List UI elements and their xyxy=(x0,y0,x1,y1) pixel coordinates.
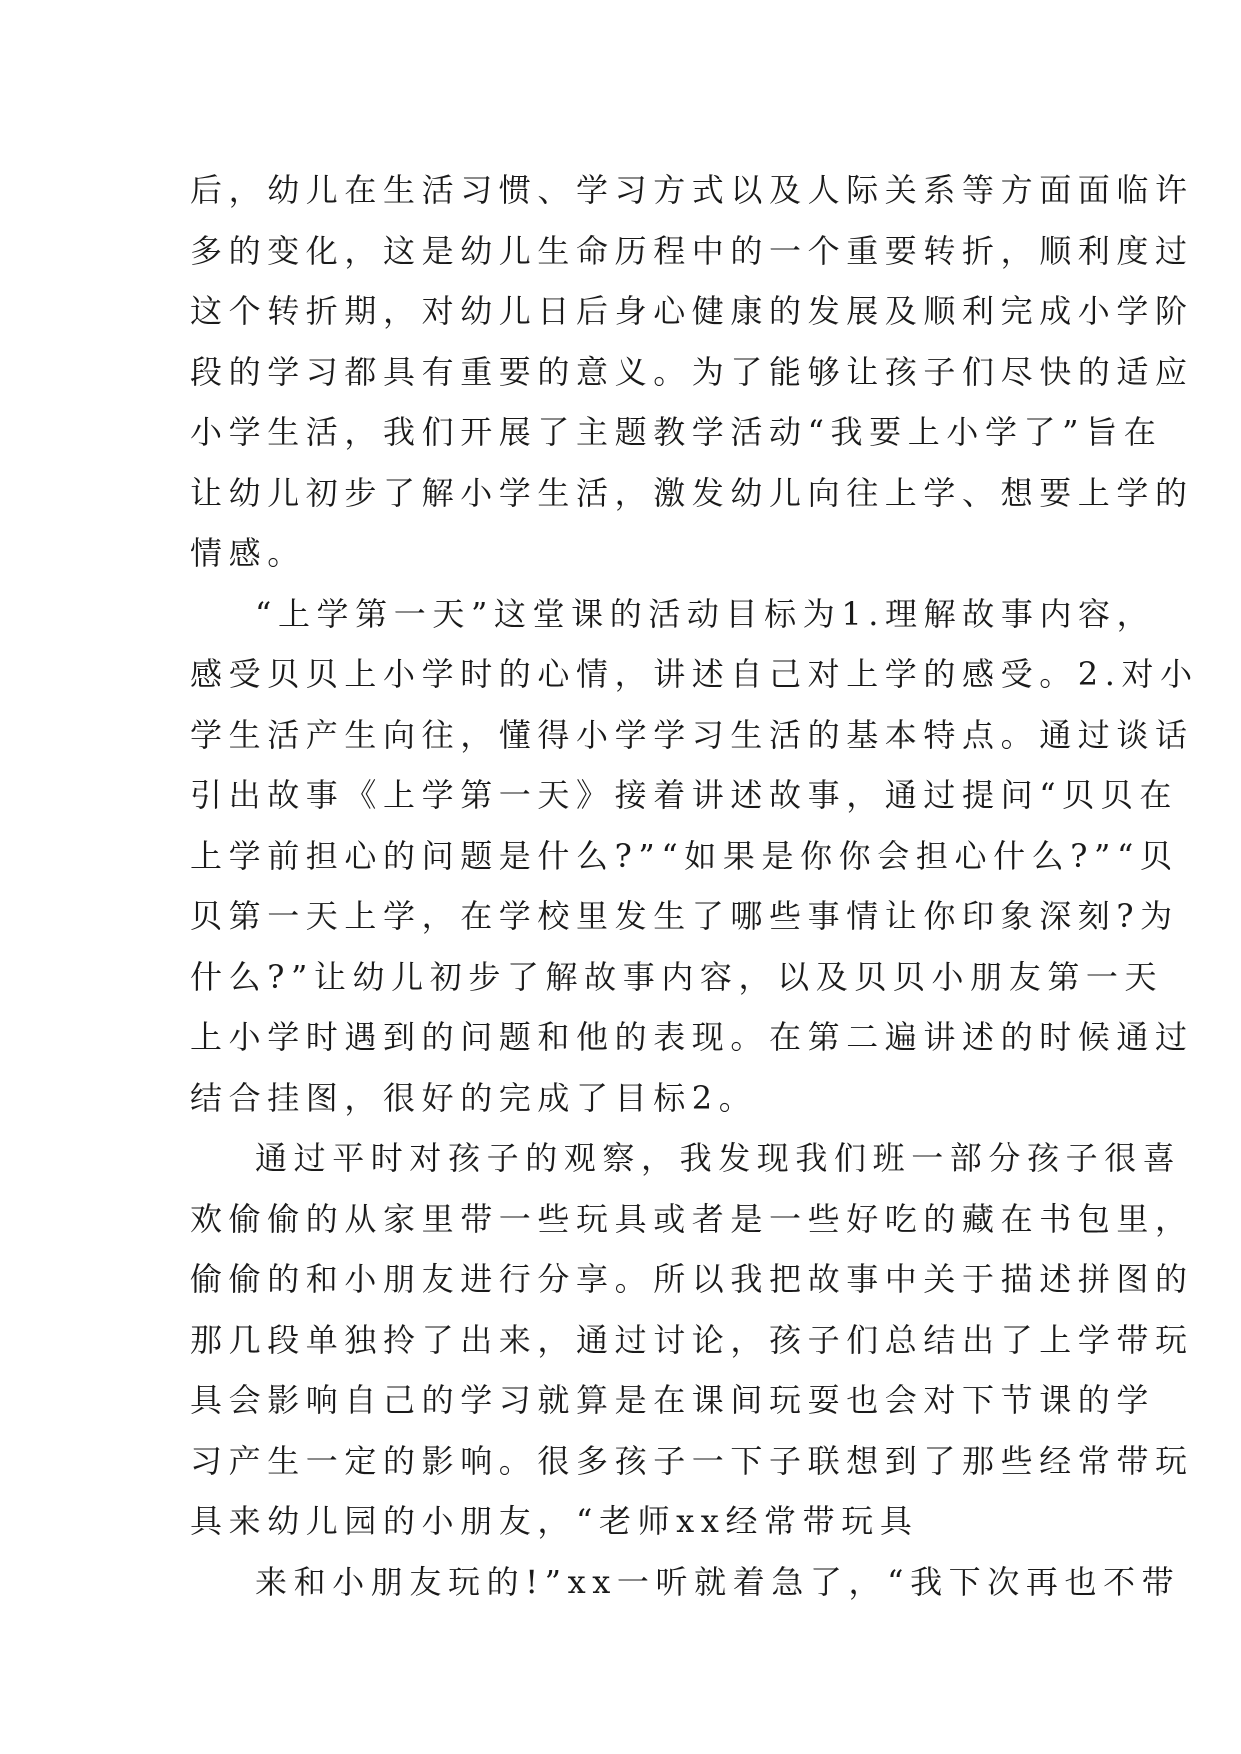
text-line: 那几段单独拎了出来，通过讨论，孩子们总结出了上学带玩 xyxy=(190,1320,1194,1359)
text-line: “上学第一天”这堂课的活动目标为1.理解故事内容， xyxy=(255,594,1156,633)
text-line: 欢偷偷的从家里带一些玩具或者是一些好吃的藏在书包里， xyxy=(190,1199,1194,1238)
text-line: 通过平时对孩子的观察，我发现我们班一部分孩子很喜 xyxy=(255,1139,1182,1177)
text-line: 什么?”让幼儿初步了解故事内容，以及贝贝小朋友第一天 xyxy=(190,957,1164,996)
text-line: 上学前担心的问题是什么?”“如果是你你会担心什么?”“贝 xyxy=(190,836,1179,875)
text-line: 上小学时遇到的问题和他的表现。在第二遍讲述的时候通过 xyxy=(190,1018,1194,1056)
text-line: 具来幼儿园的小朋友，“老师xx经常带玩具 xyxy=(190,1502,919,1540)
paragraph-4 xyxy=(190,1552,1181,1613)
text-line: 后，幼儿在生活习惯、学习方式以及人际关系等方面面临许 xyxy=(190,171,1194,209)
text-line: 偷偷的和小朋友进行分享。所以我把故事中关于描述拼图的 xyxy=(190,1260,1194,1298)
text-line: 学生活产生向往，懂得小学学习生活的基本特点。通过谈话 xyxy=(190,715,1194,754)
text-line: 感受贝贝上小学时的心情，讲述自己对上学的感受。2.对小 xyxy=(190,655,1199,693)
text-line: 小学生活，我们开展了主题教学活动“我要上小学了”旨在 xyxy=(190,413,1163,451)
paragraph-2 xyxy=(190,584,1199,1129)
text-line: 让幼儿初步了解小学生活，激发幼儿向往上学、想要上学的 xyxy=(190,473,1194,512)
text-line: 情感。 xyxy=(190,534,306,572)
text-line: 习产生一定的影响。很多孩子一下子联想到了那些经常带玩 xyxy=(190,1441,1194,1480)
text-line: 来和小朋友玩的!”xx一听就着急了，“我下次再也不带 xyxy=(255,1562,1181,1601)
text-line: 具会影响自己的学习就算是在课间玩耍也会对下节课的学 xyxy=(190,1381,1156,1419)
text-line: 引出故事《上学第一天》接着讲述故事，通过提问“贝贝在 xyxy=(190,776,1178,814)
document-body xyxy=(190,160,1199,1612)
text-line: 贝第一天上学，在学校里发生了哪些事情让你印象深刻?为 xyxy=(190,897,1179,935)
text-line: 多的变化，这是幼儿生命历程中的一个重要转折，顺利度过 xyxy=(190,231,1194,270)
text-line: 这个转折期，对幼儿日后身心健康的发展及顺利完成小学阶 xyxy=(190,292,1194,330)
paragraph-3 xyxy=(190,1128,1194,1552)
text-line: 段的学习都具有重要的意义。为了能够让孩子们尽快的适应 xyxy=(190,352,1194,391)
paragraph-1 xyxy=(190,160,1194,584)
text-line: 结合挂图，很好的完成了目标2。 xyxy=(190,1078,758,1117)
